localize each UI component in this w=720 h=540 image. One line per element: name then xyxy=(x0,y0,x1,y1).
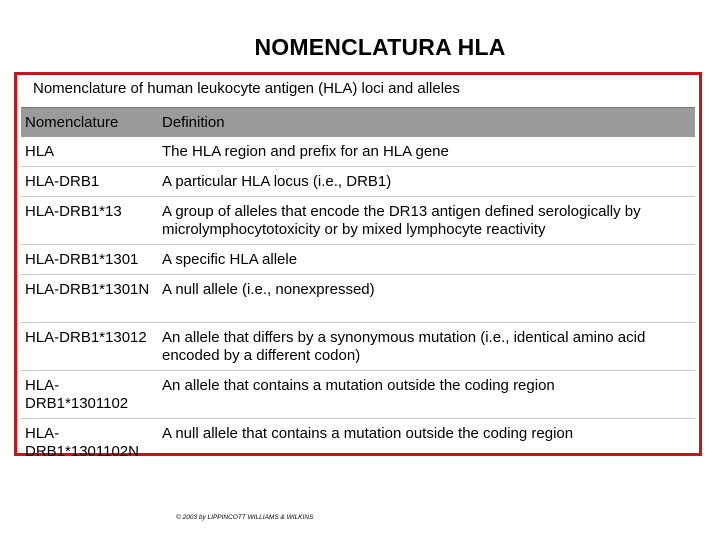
definition-cell: A null allele that contains a mutation outside the coding region xyxy=(155,419,695,467)
definition-cell: An allele that contains a mutation outside the coding region xyxy=(155,371,695,419)
table-row xyxy=(21,419,695,467)
table-row xyxy=(21,197,695,245)
nomenclature-table xyxy=(21,107,695,466)
table-row xyxy=(21,137,695,167)
definition-cell: The HLA region and prefix for an HLA gene xyxy=(162,143,449,160)
definition-cell: A null allele (i.e., nonexpressed) xyxy=(155,275,695,323)
table-row xyxy=(21,275,695,323)
table-row xyxy=(21,371,695,419)
column-header-nomenclature: Nomenclature xyxy=(21,108,155,138)
nomenclature-cell: HLA-DRB1*13012 xyxy=(21,323,155,371)
table-row xyxy=(21,245,695,275)
table-header-row xyxy=(21,108,695,138)
nomenclature-cell: HLA-DRB1 xyxy=(21,167,155,197)
column-header-definition: Definition xyxy=(155,108,695,138)
nomenclature-cell: HLA-DRB1*13 xyxy=(21,197,155,245)
nomenclature-cell: HLA xyxy=(25,143,55,160)
nomenclature-cell: HLA-DRB1*1301 xyxy=(21,245,155,275)
nomenclature-table-frame xyxy=(14,72,702,460)
nomenclature-cell: HLA-DRB1*1301102 xyxy=(21,371,155,419)
table-caption: Nomenclature of human leukocyte antigen (HLA) loci and alleles xyxy=(33,80,460,97)
definition-cell: An allele that differs by a synonymous mutation (i.e., identical amino acid encoded by a different codon) xyxy=(155,323,695,371)
page-title: NOMENCLATURA HLA xyxy=(254,34,506,60)
nomenclature-cell: HLA-DRB1*1301102N xyxy=(21,419,155,467)
definition-cell: A particular HLA locus (i.e., DRB1) xyxy=(155,167,695,197)
table-row xyxy=(21,167,695,197)
table-row xyxy=(21,323,695,371)
definition-cell: A specific HLA allele xyxy=(155,245,695,275)
nomenclature-cell: HLA-DRB1*1301N xyxy=(21,275,155,323)
definition-cell: A group of alleles that encode the DR13 antigen defined serologically by microlymphocytotoxicity or by mixed lymphocyte reactivity xyxy=(155,197,695,245)
copyright-notice: © 2003 by LIPPINCOTT WILLIAMS & WILKINS xyxy=(176,514,314,521)
